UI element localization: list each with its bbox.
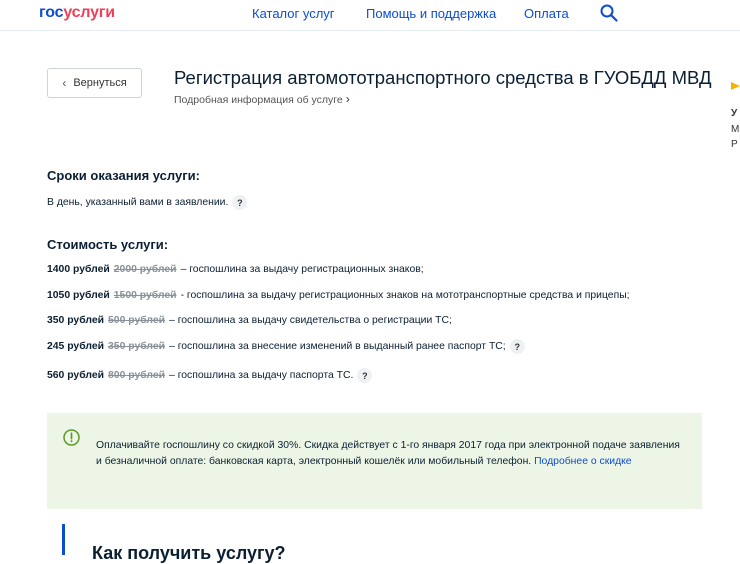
chevron-right-icon: › (345, 92, 350, 106)
logo-part-uslugi: услуги (63, 4, 115, 21)
cost-old-price: 500 рублей (108, 315, 166, 326)
cost-old-price: 350 рублей (108, 341, 166, 352)
terms-line (47, 195, 247, 210)
cost-description: - госпошлина за выдачу регистрационных знаков на мототранспортные средства и прицепы; (180, 290, 630, 301)
help-icon[interactable]: ? (357, 368, 372, 383)
service-details-label: Подробная информация об услуге (174, 94, 343, 106)
how-to-get-heading: Как получить услугу? (92, 543, 286, 563)
cost-price: 350 рублей (47, 315, 105, 326)
cost-item (47, 315, 452, 326)
cost-item (47, 339, 525, 354)
help-icon[interactable]: ? (510, 339, 525, 354)
logo-part-gos: гос (39, 4, 64, 21)
nav-payment-link[interactable]: Оплата (524, 6, 569, 21)
info-exclamation-icon (63, 429, 80, 446)
section-accent-bar (62, 524, 65, 555)
cost-description: – госпошлина за выдачу паспорта ТС. (169, 370, 354, 381)
back-button[interactable] (47, 68, 142, 98)
cost-old-price: 2000 рублей (113, 264, 177, 275)
cost-description: – госпошлина за внесение изменений в выданный ранее паспорт ТС; (169, 341, 506, 352)
side-panel-marker-icon (731, 82, 740, 90)
cost-price: 245 рублей (47, 341, 105, 352)
help-icon[interactable]: ? (232, 195, 247, 210)
terms-heading: Сроки оказания услуги: (47, 168, 200, 183)
side-panel-text-2: М (731, 124, 740, 135)
notice-body: Оплачивайте госпошлину со скидкой 30%. Скидка действует с 1-го января 2017 года при электронной подаче заявления и безналичной оплате: банковская карта, электронный кошелёк или мобильный телефон. (96, 440, 680, 467)
cost-old-price: 800 рублей (108, 370, 166, 381)
cost-description: – госпошлина за выдачу свидетельства о регистрации ТС; (169, 315, 452, 326)
nav-help-link[interactable]: Помощь и поддержка (366, 6, 497, 21)
terms-text: В день, указанный вами в заявлении. (47, 197, 229, 208)
side-panel-text-3: Р (731, 139, 738, 150)
gosuslugi-logo[interactable] (39, 4, 115, 22)
side-panel-text-1: У (731, 108, 738, 119)
cost-item (47, 264, 424, 275)
search-icon[interactable] (600, 4, 618, 22)
discount-details-link[interactable]: Подробнее о скидке (534, 456, 632, 467)
discount-notice (47, 413, 702, 509)
cost-old-price: 1500 рублей (113, 290, 177, 301)
notice-text (96, 438, 686, 470)
service-details-link[interactable] (174, 92, 350, 106)
page-title: Регистрация автомототранспортного средства в ГУОБДД МВД (174, 67, 712, 88)
cost-price: 1050 рублей (47, 290, 110, 301)
cost-item (47, 368, 372, 383)
cost-price: 560 рублей (47, 370, 105, 381)
cost-heading: Стоимость услуги: (47, 237, 169, 252)
cost-item (47, 290, 630, 301)
top-header (0, 0, 740, 31)
back-button-label: Вернуться (73, 77, 127, 89)
cost-price: 1400 рублей (47, 264, 110, 275)
cost-description: – госпошлина за выдачу регистрационных знаков; (180, 264, 424, 275)
nav-catalog-link[interactable]: Каталог услуг (252, 6, 335, 21)
chevron-left-icon: ‹ (62, 76, 67, 90)
